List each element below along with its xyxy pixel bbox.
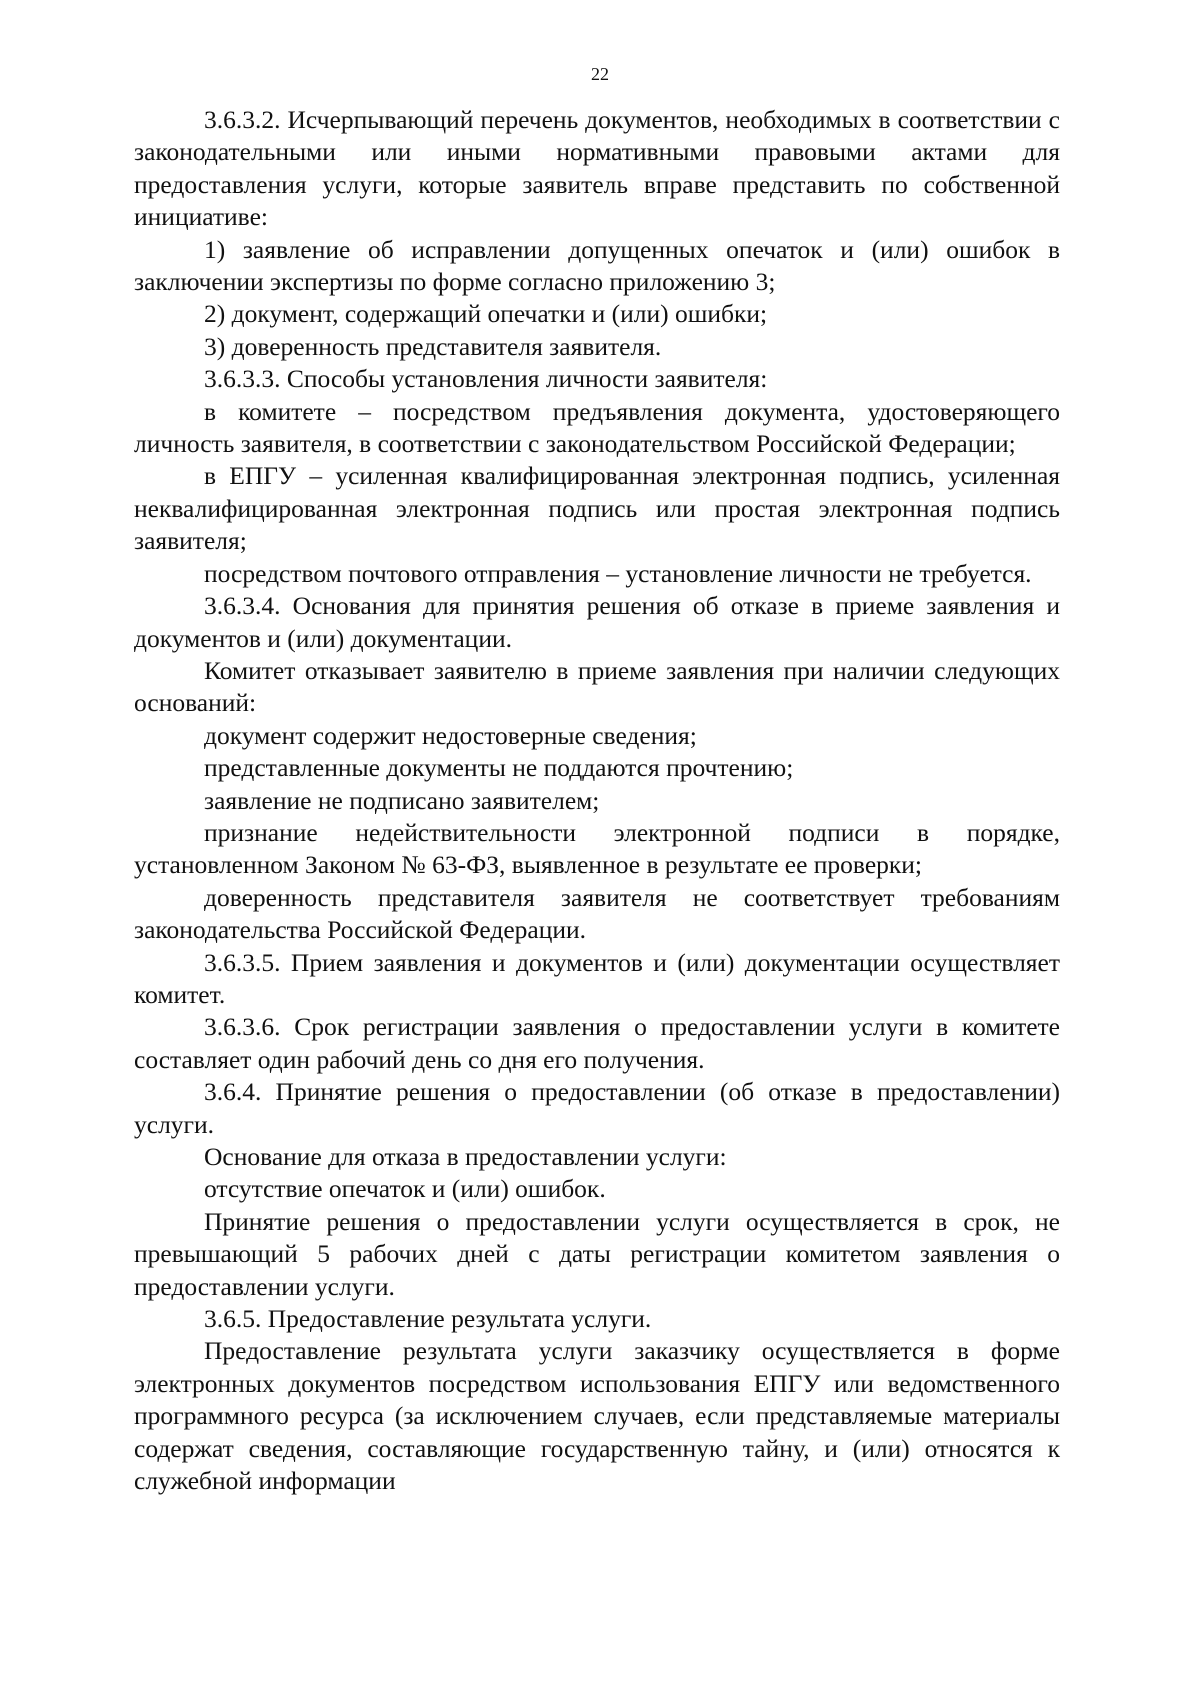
- ground-unreadable-documents: представленные документы не поддаются прочтению;: [204, 753, 794, 783]
- paragraph-epgu-signature: в ЕПГУ – усиленная квалифицированная электронная подпись, усиленная неквалифицированная электронная подпись или простая электронная подпись заявителя;: [134, 461, 1060, 556]
- document-body: [134, 104, 1060, 1497]
- paragraph-decision-term: Принятие решения о предоставлении услуги осуществляется в срок, не превышающий 5 рабочих дней с даты регистрации комитетом заявления о предоставлении услуги.: [134, 1206, 1060, 1301]
- paragraph-no-typos: отсутствие опечаток и (или) ошибок.: [204, 1174, 606, 1204]
- list-item-3-power-of-attorney: 3) доверенность представителя заявителя.: [204, 331, 662, 361]
- paragraph-3-6-5: 3.6.5. Предоставление результата услуги.: [204, 1304, 652, 1334]
- paragraph-postal-mail: посредством почтового отправления – установление личности не требуется.: [204, 558, 1032, 588]
- paragraph-3-6-3-4: 3.6.3.4. Основания для принятия решения об отказе в приеме заявления и документов и (или) документации.: [134, 591, 1060, 653]
- ground-not-signed: заявление не подписано заявителем;: [204, 785, 600, 815]
- paragraph-3-6-3-6: 3.6.3.6. Срок регистрации заявления о предоставлении услуги в комитете составляет один рабочий день со дня его получения.: [134, 1012, 1060, 1074]
- ground-invalid-signature: признание недействительности электронной подписи в порядке, установленном Законом № 63-ФЗ, выявленное в результате ее проверки;: [134, 817, 1060, 880]
- paragraph-3-6-3-5: 3.6.3.5. Прием заявления и документов и (или) документации осуществляет комитет.: [134, 947, 1060, 1009]
- ground-invalid-power-of-attorney: доверенность представителя заявителя не соответствует требованиям законодательства Российской Федерации.: [134, 882, 1060, 945]
- ground-unreliable-info: документ содержит недостоверные сведения;: [204, 720, 697, 750]
- paragraph-result-delivery: Предоставление результата услуги заказчику осуществляется в форме электронных документов посредством использования ЕПГУ или ведомственного программного ресурса (за исключением случаев, если представляемые материалы содержат сведения, составляющие государственную тайну, и (или) относятся к служебной информации: [134, 1336, 1060, 1496]
- list-item-1-application: 1) заявление об исправлении допущенных опечаток и (или) ошибок в заключении экспертизы по форме согласно приложению 3;: [134, 234, 1060, 297]
- paragraph-3-6-3-2: 3.6.3.2. Исчерпывающий перечень документов, необходимых в соответствии с законодательными или иными нормативными правовыми актами для предоставления услуги, которые заявитель вправе представить по собственной инициативе:: [134, 105, 1060, 232]
- list-item-2-document: 2) документ, содержащий опечатки и (или) ошибки;: [204, 299, 768, 329]
- paragraph-3-6-4: 3.6.4. Принятие решения о предоставлении (об отказе в предоставлении) услуги.: [134, 1077, 1060, 1139]
- paragraph-committee-identification: в комитете – посредством предъявления документа, удостоверяющего личность заявителя, в соответствии с законодательством Российской Федерации;: [134, 396, 1060, 459]
- paragraph-refusal-grounds: Комитет отказывает заявителю в приеме заявления при наличии следующих оснований:: [134, 655, 1060, 718]
- page-number: 22: [591, 64, 609, 84]
- paragraph-3-6-3-3: 3.6.3.3. Способы установления личности заявителя:: [204, 364, 768, 394]
- paragraph-refusal-basis: Основание для отказа в предоставлении услуги:: [204, 1142, 727, 1171]
